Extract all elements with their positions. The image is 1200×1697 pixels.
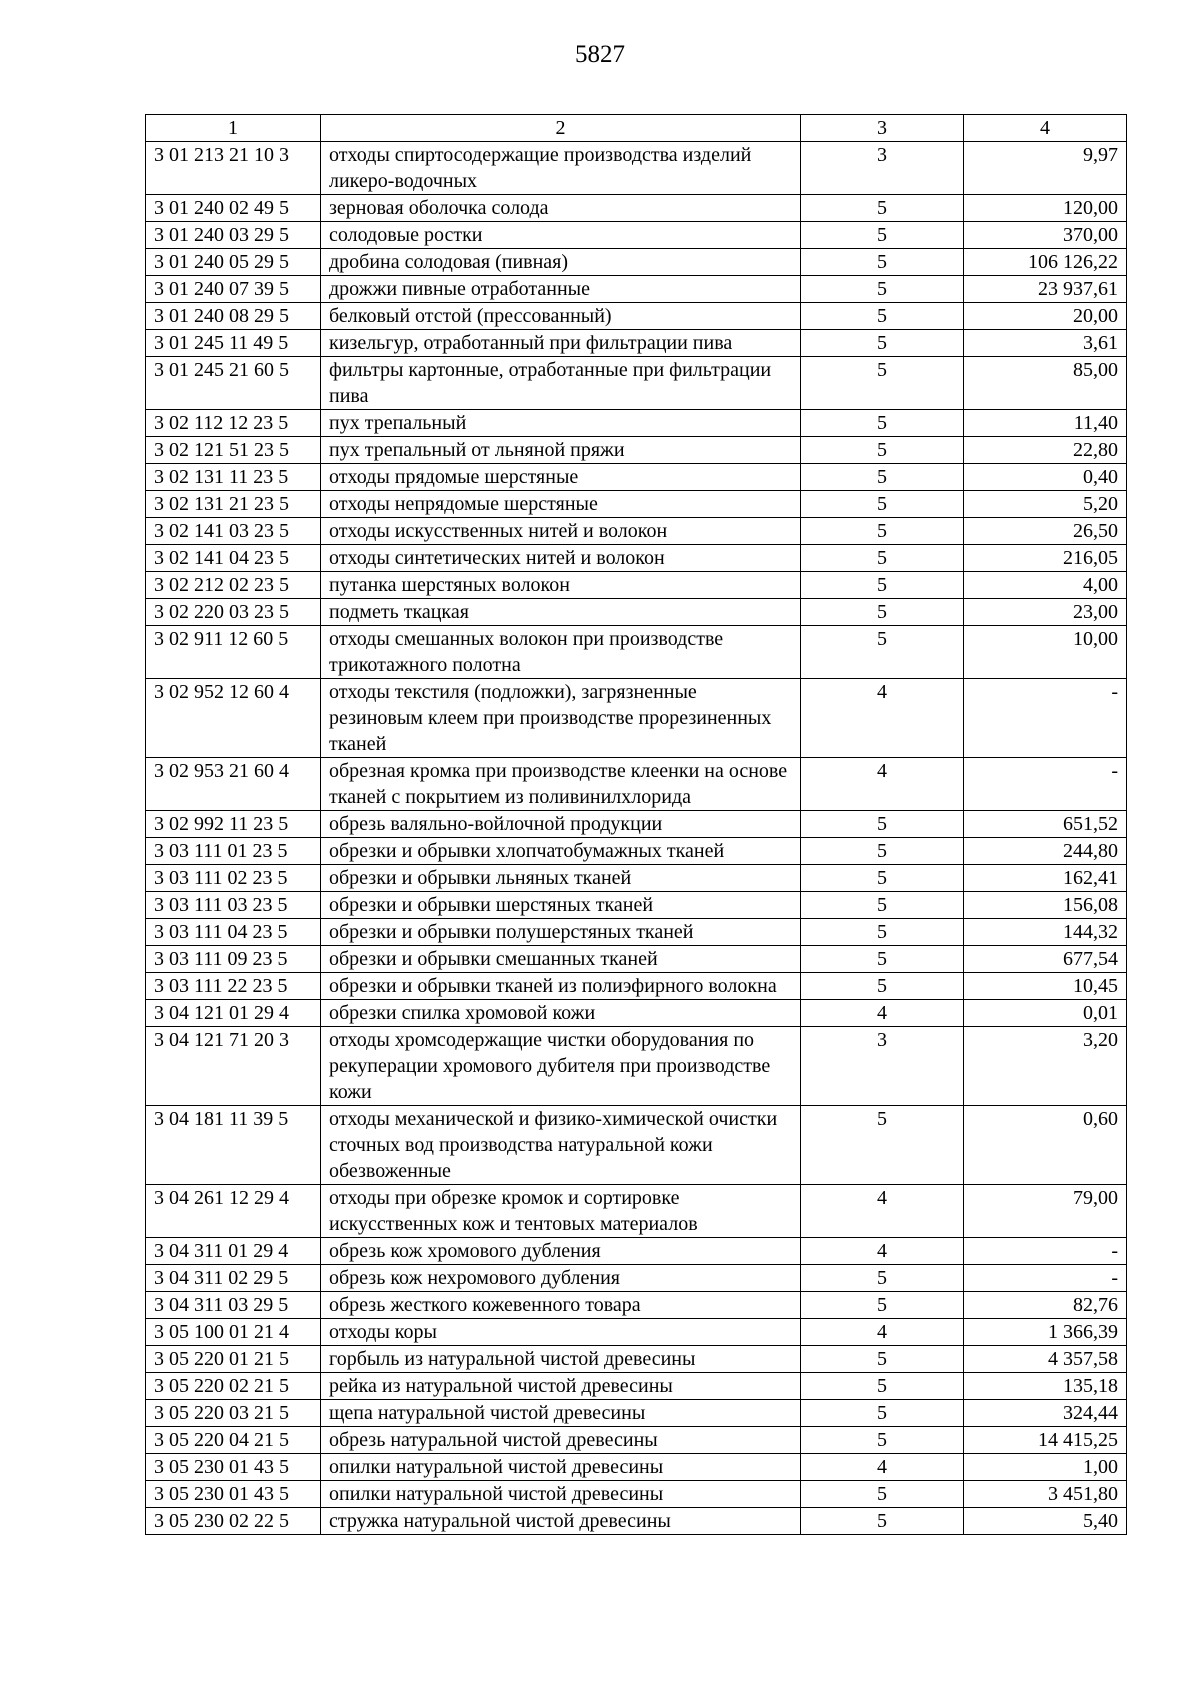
quantity-cell: 23,00 <box>964 599 1127 626</box>
quantity-cell: 79,00 <box>964 1185 1127 1238</box>
waste-code-cell: 3 01 240 07 39 5 <box>146 276 321 303</box>
waste-code-cell: 3 05 220 01 21 5 <box>146 1346 321 1373</box>
waste-code-cell: 3 05 230 01 43 5 <box>146 1481 321 1508</box>
quantity-cell: 0,40 <box>964 464 1127 491</box>
waste-code-cell: 3 01 245 21 60 5 <box>146 357 321 410</box>
waste-code-cell: 3 04 121 71 20 3 <box>146 1027 321 1106</box>
waste-name-cell: отходы прядомые шерстяные <box>321 464 801 491</box>
waste-code-cell: 3 01 213 21 10 3 <box>146 142 321 195</box>
quantity-cell: 370,00 <box>964 222 1127 249</box>
quantity-cell: 0,01 <box>964 1000 1127 1027</box>
hazard-class-cell: 5 <box>801 892 964 919</box>
table-row <box>146 572 1127 599</box>
column-header: 4 <box>964 115 1127 142</box>
waste-name-cell: пух трепальный <box>321 410 801 437</box>
waste-code-cell: 3 02 112 12 23 5 <box>146 410 321 437</box>
waste-name-cell: обрезки и обрывки льняных тканей <box>321 865 801 892</box>
hazard-class-cell: 5 <box>801 1106 964 1185</box>
quantity-cell: - <box>964 1238 1127 1265</box>
quantity-cell: 3,61 <box>964 330 1127 357</box>
quantity-cell: 135,18 <box>964 1373 1127 1400</box>
hazard-class-cell: 5 <box>801 303 964 330</box>
column-header: 2 <box>321 115 801 142</box>
table-row <box>146 811 1127 838</box>
quantity-cell: 1,00 <box>964 1454 1127 1481</box>
waste-code-cell: 3 03 111 04 23 5 <box>146 919 321 946</box>
table-row <box>146 1000 1127 1027</box>
waste-name-cell: обрезки и обрывки хлопчатобумажных тканей <box>321 838 801 865</box>
waste-name-cell: обрезь натуральной чистой древесины <box>321 1427 801 1454</box>
quantity-cell: 651,52 <box>964 811 1127 838</box>
hazard-class-cell: 4 <box>801 1454 964 1481</box>
hazard-class-cell: 5 <box>801 464 964 491</box>
table-row <box>146 973 1127 1000</box>
quantity-cell: 23 937,61 <box>964 276 1127 303</box>
table-row <box>146 464 1127 491</box>
waste-table <box>145 114 1127 1535</box>
waste-name-cell: рейка из натуральной чистой древесины <box>321 1373 801 1400</box>
table-body <box>146 142 1127 1535</box>
hazard-class-cell: 5 <box>801 437 964 464</box>
waste-code-cell: 3 01 240 02 49 5 <box>146 195 321 222</box>
waste-code-cell: 3 03 111 03 23 5 <box>146 892 321 919</box>
table-row <box>146 249 1127 276</box>
quantity-cell: 22,80 <box>964 437 1127 464</box>
table-row <box>146 1027 1127 1106</box>
table-row <box>146 410 1127 437</box>
quantity-cell: 120,00 <box>964 195 1127 222</box>
table-header-row <box>146 115 1127 142</box>
waste-code-cell: 3 01 240 05 29 5 <box>146 249 321 276</box>
waste-name-cell: отходы синтетических нитей и волокон <box>321 545 801 572</box>
waste-name-cell: солодовые ростки <box>321 222 801 249</box>
table-row <box>146 303 1127 330</box>
waste-code-cell: 3 04 311 02 29 5 <box>146 1265 321 1292</box>
waste-name-cell: отходы непрядомые шерстяные <box>321 491 801 518</box>
hazard-class-cell: 4 <box>801 758 964 811</box>
waste-code-cell: 3 05 230 01 43 5 <box>146 1454 321 1481</box>
quantity-cell: 1 366,39 <box>964 1319 1127 1346</box>
table-row <box>146 518 1127 545</box>
waste-name-cell: отходы механической и физико-химической очистки сточных вод производства натуральной кожи обезвоженные <box>321 1106 801 1185</box>
quantity-cell: 3,20 <box>964 1027 1127 1106</box>
waste-code-cell: 3 03 111 09 23 5 <box>146 946 321 973</box>
waste-code-cell: 3 01 245 11 49 5 <box>146 330 321 357</box>
quantity-cell: 11,40 <box>964 410 1127 437</box>
waste-code-cell: 3 03 111 22 23 5 <box>146 973 321 1000</box>
quantity-cell: 144,32 <box>964 919 1127 946</box>
hazard-class-cell: 5 <box>801 195 964 222</box>
table-row <box>146 946 1127 973</box>
hazard-class-cell: 5 <box>801 357 964 410</box>
table-row <box>146 1508 1127 1535</box>
quantity-cell: 10,00 <box>964 626 1127 679</box>
waste-name-cell: щепа натуральной чистой древесины <box>321 1400 801 1427</box>
waste-name-cell: отходы хромсодержащие чистки оборудования по рекуперации хромового дубителя при производстве кожи <box>321 1027 801 1106</box>
quantity-cell: 0,60 <box>964 1106 1127 1185</box>
waste-code-cell: 3 03 111 02 23 5 <box>146 865 321 892</box>
quantity-cell: 10,45 <box>964 973 1127 1000</box>
waste-name-cell: кизельгур, отработанный при фильтрации пива <box>321 330 801 357</box>
waste-code-cell: 3 02 131 21 23 5 <box>146 491 321 518</box>
hazard-class-cell: 5 <box>801 838 964 865</box>
waste-name-cell: опилки натуральной чистой древесины <box>321 1454 801 1481</box>
quantity-cell: - <box>964 758 1127 811</box>
table-row <box>146 626 1127 679</box>
waste-name-cell: отходы текстиля (подложки), загрязненные резиновым клеем при производстве прорезиненных тканей <box>321 679 801 758</box>
table-row <box>146 1400 1127 1427</box>
waste-code-cell: 3 05 100 01 21 4 <box>146 1319 321 1346</box>
quantity-cell: 5,20 <box>964 491 1127 518</box>
waste-name-cell: отходы искусственных нитей и волокон <box>321 518 801 545</box>
waste-name-cell: обрезная кромка при производстве клеенки на основе тканей с покрытием из поливинилхлорида <box>321 758 801 811</box>
waste-name-cell: обрезки и обрывки шерстяных тканей <box>321 892 801 919</box>
table-row <box>146 142 1127 195</box>
waste-code-cell: 3 02 220 03 23 5 <box>146 599 321 626</box>
quantity-cell: 20,00 <box>964 303 1127 330</box>
hazard-class-cell: 5 <box>801 249 964 276</box>
table-row <box>146 1373 1127 1400</box>
hazard-class-cell: 5 <box>801 1265 964 1292</box>
hazard-class-cell: 5 <box>801 572 964 599</box>
table-row <box>146 599 1127 626</box>
quantity-cell: 26,50 <box>964 518 1127 545</box>
table-row <box>146 437 1127 464</box>
table-row <box>146 1346 1127 1373</box>
hazard-class-cell: 5 <box>801 330 964 357</box>
waste-code-cell: 3 02 911 12 60 5 <box>146 626 321 679</box>
page-number: 5827 <box>575 41 625 68</box>
waste-name-cell: стружка натуральной чистой древесины <box>321 1508 801 1535</box>
waste-name-cell: пух трепальный от льняной пряжи <box>321 437 801 464</box>
table-row <box>146 679 1127 758</box>
hazard-class-cell: 5 <box>801 1400 964 1427</box>
hazard-class-cell: 5 <box>801 1427 964 1454</box>
quantity-cell: 14 415,25 <box>964 1427 1127 1454</box>
waste-code-cell: 3 04 261 12 29 4 <box>146 1185 321 1238</box>
quantity-cell: - <box>964 679 1127 758</box>
waste-code-cell: 3 05 220 04 21 5 <box>146 1427 321 1454</box>
table-row <box>146 919 1127 946</box>
hazard-class-cell: 3 <box>801 1027 964 1106</box>
table-row <box>146 545 1127 572</box>
waste-code-cell: 3 04 121 01 29 4 <box>146 1000 321 1027</box>
quantity-cell: - <box>964 1265 1127 1292</box>
table-row <box>146 892 1127 919</box>
hazard-class-cell: 5 <box>801 1346 964 1373</box>
hazard-class-cell: 5 <box>801 811 964 838</box>
quantity-cell: 324,44 <box>964 1400 1127 1427</box>
waste-code-cell: 3 05 220 03 21 5 <box>146 1400 321 1427</box>
waste-name-cell: опилки натуральной чистой древесины <box>321 1481 801 1508</box>
table-row <box>146 222 1127 249</box>
quantity-cell: 85,00 <box>964 357 1127 410</box>
waste-name-cell: подметь ткацкая <box>321 599 801 626</box>
quantity-cell: 162,41 <box>964 865 1127 892</box>
quantity-cell: 4 357,58 <box>964 1346 1127 1373</box>
hazard-class-cell: 5 <box>801 1292 964 1319</box>
waste-code-cell: 3 02 141 04 23 5 <box>146 545 321 572</box>
quantity-cell: 82,76 <box>964 1292 1127 1319</box>
waste-code-cell: 3 03 111 01 23 5 <box>146 838 321 865</box>
waste-code-cell: 3 02 992 11 23 5 <box>146 811 321 838</box>
table-row <box>146 1319 1127 1346</box>
quantity-cell: 5,40 <box>964 1508 1127 1535</box>
waste-code-cell: 3 02 953 21 60 4 <box>146 758 321 811</box>
waste-code-cell: 3 04 311 03 29 5 <box>146 1292 321 1319</box>
table-row <box>146 1292 1127 1319</box>
table-row <box>146 1454 1127 1481</box>
waste-name-cell: обрезь кож хромового дубления <box>321 1238 801 1265</box>
table-row <box>146 330 1127 357</box>
quantity-cell: 156,08 <box>964 892 1127 919</box>
waste-name-cell: фильтры картонные, отработанные при фильтрации пива <box>321 357 801 410</box>
hazard-class-cell: 4 <box>801 1185 964 1238</box>
table-row <box>146 758 1127 811</box>
table-row <box>146 276 1127 303</box>
waste-name-cell: дрожжи пивные отработанные <box>321 276 801 303</box>
waste-name-cell: зерновая оболочка солода <box>321 195 801 222</box>
hazard-class-cell: 4 <box>801 1000 964 1027</box>
waste-name-cell: обрезь кож нехромового дубления <box>321 1265 801 1292</box>
waste-code-cell: 3 01 240 08 29 5 <box>146 303 321 330</box>
table-row <box>146 1265 1127 1292</box>
hazard-class-cell: 3 <box>801 142 964 195</box>
quantity-cell: 9,97 <box>964 142 1127 195</box>
hazard-class-cell: 5 <box>801 222 964 249</box>
waste-name-cell: обрезки спилка хромовой кожи <box>321 1000 801 1027</box>
quantity-cell: 677,54 <box>964 946 1127 973</box>
table-row <box>146 865 1127 892</box>
table-row <box>146 1427 1127 1454</box>
waste-name-cell: отходы при обрезке кромок и сортировке искусственных кож и тентовых материалов <box>321 1185 801 1238</box>
quantity-cell: 216,05 <box>964 545 1127 572</box>
table-row <box>146 1481 1127 1508</box>
waste-name-cell: обрезки и обрывки тканей из полиэфирного волокна <box>321 973 801 1000</box>
hazard-class-cell: 5 <box>801 545 964 572</box>
hazard-class-cell: 5 <box>801 1373 964 1400</box>
hazard-class-cell: 4 <box>801 679 964 758</box>
waste-code-cell: 3 02 952 12 60 4 <box>146 679 321 758</box>
hazard-class-cell: 5 <box>801 410 964 437</box>
column-header: 3 <box>801 115 964 142</box>
hazard-class-cell: 5 <box>801 919 964 946</box>
waste-name-cell: горбыль из натуральной чистой древесины <box>321 1346 801 1373</box>
waste-code-cell: 3 02 141 03 23 5 <box>146 518 321 545</box>
waste-code-cell: 3 02 212 02 23 5 <box>146 572 321 599</box>
hazard-class-cell: 5 <box>801 865 964 892</box>
table-row <box>146 838 1127 865</box>
table-row <box>146 491 1127 518</box>
quantity-cell: 244,80 <box>964 838 1127 865</box>
waste-name-cell: обрезь жесткого кожевенного товара <box>321 1292 801 1319</box>
waste-code-cell: 3 04 181 11 39 5 <box>146 1106 321 1185</box>
column-header: 1 <box>146 115 321 142</box>
table-row <box>146 195 1127 222</box>
waste-name-cell: обрезь валяльно-войлочной продукции <box>321 811 801 838</box>
hazard-class-cell: 5 <box>801 1508 964 1535</box>
waste-name-cell: обрезки и обрывки полушерстяных тканей <box>321 919 801 946</box>
waste-code-cell: 3 05 220 02 21 5 <box>146 1373 321 1400</box>
hazard-class-cell: 5 <box>801 599 964 626</box>
table-row <box>146 1185 1127 1238</box>
waste-code-cell: 3 02 131 11 23 5 <box>146 464 321 491</box>
hazard-class-cell: 5 <box>801 518 964 545</box>
waste-code-cell: 3 05 230 02 22 5 <box>146 1508 321 1535</box>
quantity-cell: 4,00 <box>964 572 1127 599</box>
waste-code-cell: 3 04 311 01 29 4 <box>146 1238 321 1265</box>
hazard-class-cell: 4 <box>801 1238 964 1265</box>
waste-name-cell: дробина солодовая (пивная) <box>321 249 801 276</box>
waste-name-cell: обрезки и обрывки смешанных тканей <box>321 946 801 973</box>
table-row <box>146 1238 1127 1265</box>
waste-name-cell: отходы коры <box>321 1319 801 1346</box>
hazard-class-cell: 5 <box>801 1481 964 1508</box>
waste-name-cell: отходы смешанных волокон при производстве трикотажного полотна <box>321 626 801 679</box>
table-row <box>146 357 1127 410</box>
hazard-class-cell: 5 <box>801 276 964 303</box>
waste-name-cell: отходы спиртосодержащие производства изделий ликеро-водочных <box>321 142 801 195</box>
hazard-class-cell: 5 <box>801 973 964 1000</box>
waste-code-cell: 3 01 240 03 29 5 <box>146 222 321 249</box>
waste-code-cell: 3 02 121 51 23 5 <box>146 437 321 464</box>
hazard-class-cell: 4 <box>801 1319 964 1346</box>
quantity-cell: 3 451,80 <box>964 1481 1127 1508</box>
table-row <box>146 1106 1127 1185</box>
waste-name-cell: белковый отстой (прессованный) <box>321 303 801 330</box>
hazard-class-cell: 5 <box>801 626 964 679</box>
waste-name-cell: путанка шерстяных волокон <box>321 572 801 599</box>
hazard-class-cell: 5 <box>801 491 964 518</box>
quantity-cell: 106 126,22 <box>964 249 1127 276</box>
hazard-class-cell: 5 <box>801 946 964 973</box>
